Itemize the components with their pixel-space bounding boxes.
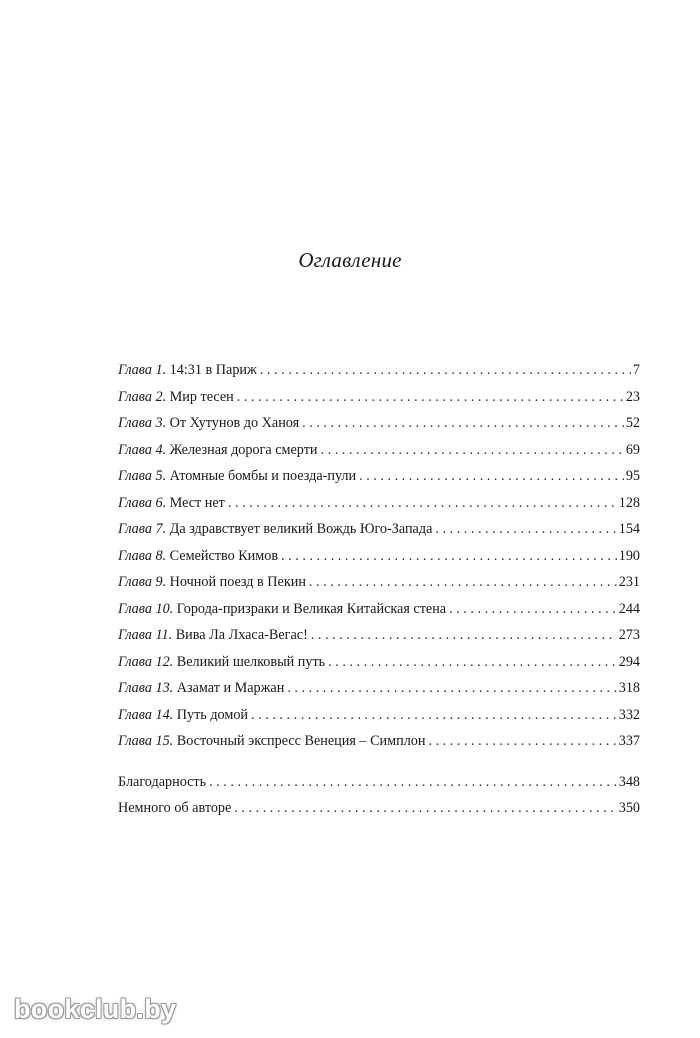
page-number: 318 xyxy=(618,680,640,696)
entry-title: Мир тесен xyxy=(169,388,234,405)
dot-leader xyxy=(328,654,617,671)
page-number: 128 xyxy=(618,494,640,511)
toc-entry xyxy=(118,521,640,548)
dot-leader xyxy=(260,362,631,379)
dot-leader xyxy=(281,548,617,565)
entry-title: Восточный экспресс Венеция – Симплон xyxy=(176,733,426,749)
toc-entry-label xyxy=(118,800,231,817)
page-number: 7 xyxy=(632,362,640,378)
dot-leader xyxy=(209,774,617,791)
entry-title: Великий шелковый путь xyxy=(176,653,326,670)
toc-entry-label xyxy=(118,627,308,644)
toc-entry xyxy=(118,389,640,416)
toc-entry-label xyxy=(118,521,432,538)
chapter-number: Глава 3. xyxy=(118,415,167,431)
dot-leader xyxy=(228,495,617,512)
chapter-list xyxy=(118,362,640,760)
toc-entry-label xyxy=(118,389,234,406)
table-of-contents xyxy=(118,362,640,827)
entry-title: 14:31 в Париж xyxy=(169,362,257,378)
page-number: 231 xyxy=(618,574,640,590)
toc-entry xyxy=(118,627,640,654)
dot-leader xyxy=(435,521,616,538)
toc-entry xyxy=(118,800,640,827)
page-number: 348 xyxy=(618,773,640,790)
dot-leader xyxy=(237,389,624,406)
dot-leader xyxy=(251,707,617,724)
toc-entry xyxy=(118,680,640,707)
toc-entry xyxy=(118,733,640,760)
toc-entry xyxy=(118,548,640,575)
chapter-number: Глава 8. xyxy=(118,547,167,564)
entry-title: Благодарность xyxy=(118,773,207,790)
dot-leader xyxy=(359,468,624,485)
chapter-number: Глава 14. xyxy=(118,706,174,723)
chapter-number: Глава 11. xyxy=(118,627,173,643)
entry-title: Атомные бомбы и поезда-пули xyxy=(169,468,357,484)
page-number: 273 xyxy=(618,627,640,643)
page-number: 294 xyxy=(618,653,640,670)
page-title: Оглавление xyxy=(298,248,402,272)
extras-list xyxy=(118,774,640,827)
entry-title: Железная дорога смерти xyxy=(169,441,318,458)
toc-entry xyxy=(118,468,640,495)
toc-entry-label xyxy=(118,415,299,432)
dot-leader xyxy=(311,627,617,644)
dot-leader xyxy=(287,680,616,697)
dot-leader xyxy=(321,442,624,459)
entry-title: Вива Ла Лхаса-Вегас! xyxy=(175,627,308,643)
dot-leader xyxy=(428,733,616,750)
page-number: 69 xyxy=(625,441,640,458)
page-number: 154 xyxy=(618,521,640,537)
site-watermark: bookclub.by xyxy=(14,994,177,1024)
toc-entry-label xyxy=(118,362,257,379)
entry-title: Мест нет xyxy=(169,494,225,511)
page-number: 190 xyxy=(618,547,640,564)
page-number: 95 xyxy=(625,468,640,484)
toc-entry xyxy=(118,442,640,469)
toc-entry xyxy=(118,774,640,801)
page-number: 52 xyxy=(625,415,640,431)
entry-title: Азамат и Маржан xyxy=(176,680,285,696)
chapter-number: Глава 12. xyxy=(118,653,174,670)
chapter-number: Глава 2. xyxy=(118,388,167,405)
page-number: 350 xyxy=(618,800,640,816)
toc-entry-label xyxy=(118,442,318,459)
toc-entry-label xyxy=(118,774,206,791)
section-gap xyxy=(118,760,640,774)
entry-title: Да здравствует великий Вождь Юго-Запада xyxy=(169,521,433,537)
toc-entry-label xyxy=(118,548,278,565)
toc-entry xyxy=(118,601,640,628)
entry-title: Города-призраки и Великая Китайская стена xyxy=(176,600,447,617)
chapter-number: Глава 4. xyxy=(118,441,167,458)
dot-leader xyxy=(302,415,624,432)
toc-entry-label xyxy=(118,601,446,618)
entry-title: Ночной поезд в Пекин xyxy=(169,574,306,590)
toc-entry-label xyxy=(118,574,306,591)
toc-entry-label xyxy=(118,654,325,671)
entry-title: Путь домой xyxy=(176,706,249,723)
toc-entry xyxy=(118,707,640,734)
dot-leader xyxy=(234,800,616,817)
toc-entry xyxy=(118,495,640,522)
chapter-number: Глава 15. xyxy=(118,733,174,749)
toc-entry xyxy=(118,415,640,442)
chapter-number: Глава 5. xyxy=(118,468,167,484)
chapter-number: Глава 9. xyxy=(118,574,167,590)
toc-entry xyxy=(118,574,640,601)
dot-leader xyxy=(449,601,617,618)
toc-entry-label xyxy=(118,733,425,750)
entry-title: Немного об авторе xyxy=(118,800,232,816)
page-number: 23 xyxy=(625,388,640,405)
chapter-number: Глава 1. xyxy=(118,362,167,378)
toc-entry xyxy=(118,654,640,681)
chapter-number: Глава 13. xyxy=(118,680,174,696)
chapter-number: Глава 10. xyxy=(118,600,174,617)
page-number: 244 xyxy=(618,600,640,617)
toc-entry xyxy=(118,362,640,389)
toc-entry-label xyxy=(118,468,356,485)
toc-entry-label xyxy=(118,495,225,512)
toc-entry-label xyxy=(118,707,248,724)
chapter-number: Глава 7. xyxy=(118,521,167,537)
entry-title: От Хутунов до Ханоя xyxy=(169,415,300,431)
entry-title: Семейство Кимов xyxy=(169,547,279,564)
toc-entry-label xyxy=(118,680,284,697)
dot-leader xyxy=(309,574,617,591)
page-number: 332 xyxy=(618,706,640,723)
page-number: 337 xyxy=(618,733,640,749)
chapter-number: Глава 6. xyxy=(118,494,167,511)
